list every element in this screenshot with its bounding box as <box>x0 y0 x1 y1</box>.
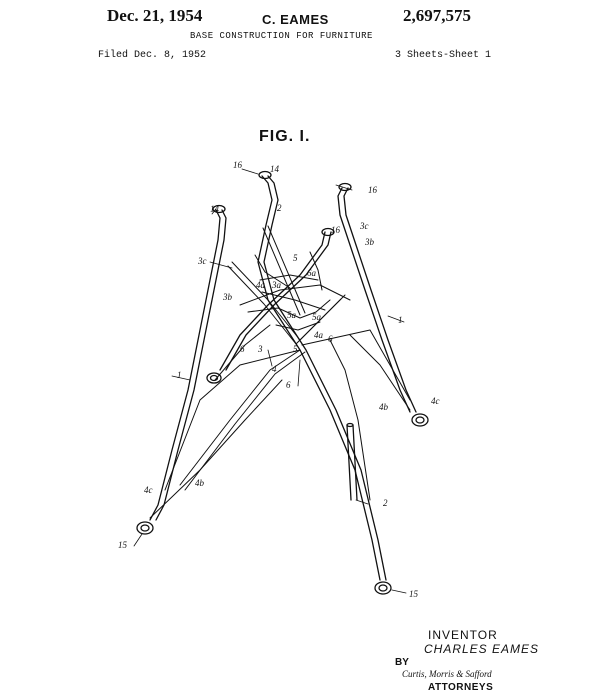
wire-struts <box>150 226 410 518</box>
ref-numeral: 3b <box>365 237 374 247</box>
ref-numeral: 6 <box>240 344 245 354</box>
ref-numeral: 16 <box>331 225 340 235</box>
ref-numeral: 5a <box>312 312 321 322</box>
ref-numeral: 15 <box>118 540 127 550</box>
ref-numeral: 5 <box>293 253 298 263</box>
filed-date: Filed Dec. 8, 1952 <box>98 50 207 61</box>
ref-numeral: 2 <box>383 498 388 508</box>
inventor-label: INVENTOR <box>428 628 498 642</box>
sheet-number: 3 Sheets-Sheet 1 <box>395 50 492 61</box>
ref-numeral: 6a <box>307 268 316 278</box>
attorney-signature: Curtis, Morris & Safford <box>402 669 492 679</box>
ref-numeral: 3 <box>258 344 263 354</box>
ref-numeral: 4a <box>314 330 323 340</box>
ref-numeral: 5a <box>287 310 296 320</box>
ref-numeral: 3a <box>272 280 281 290</box>
ref-numeral: 16 <box>368 185 377 195</box>
ref-numeral: 14 <box>210 204 219 214</box>
ref-numeral: 4c <box>144 485 153 495</box>
ref-numeral: 16 <box>233 160 242 170</box>
ref-numeral: 4a <box>256 280 265 290</box>
ref-numeral: 3c <box>198 256 207 266</box>
patent-date: Dec. 21, 1954 <box>107 6 203 25</box>
patent-title: BASE CONSTRUCTION FOR FURNITURE <box>190 31 373 41</box>
ref-numeral: 4c <box>431 396 440 406</box>
ref-numeral: 4 <box>272 364 277 374</box>
ref-numeral: 6 <box>328 334 333 344</box>
ref-numeral: 15 <box>409 589 418 599</box>
ref-numeral: 2 <box>277 203 282 213</box>
inventor-signature: CHARLES EAMES <box>424 642 540 656</box>
ref-numeral: 6 <box>286 380 291 390</box>
attorneys-label: ATTORNEYS <box>428 682 494 693</box>
leg-rear-left <box>220 232 331 370</box>
inventor-name: C. EAMES <box>262 12 329 27</box>
by-label: BY <box>395 657 409 668</box>
leg-left <box>150 210 226 520</box>
ref-numeral: 4b <box>379 402 388 412</box>
ref-numeral: 1 <box>398 315 403 325</box>
ref-numeral: 3b <box>223 292 232 302</box>
ref-numeral: 3c <box>360 221 369 231</box>
ref-numeral: 4b <box>195 478 204 488</box>
ref-numeral: 5 <box>293 344 298 354</box>
ref-numeral: 14 <box>270 164 279 174</box>
figure-label: FIG. I. <box>259 128 311 145</box>
ref-numeral: 1 <box>177 370 182 380</box>
patent-number: 2,697,575 <box>403 6 471 25</box>
